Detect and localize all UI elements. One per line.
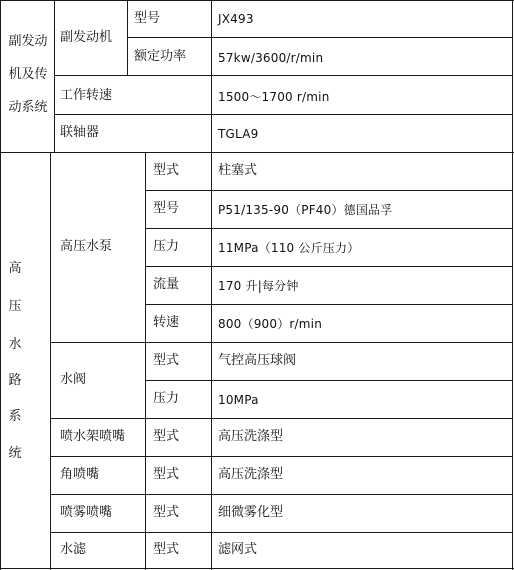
engine-label: 副发动机 — [60, 30, 113, 45]
hp-category-char: 高 — [8, 261, 22, 276]
spec-label: 型式 — [153, 163, 180, 178]
spec-value: 高压洗涤型 — [218, 429, 284, 444]
spec-value: 10MPa — [218, 393, 259, 407]
aux-category-label — [2, 28, 54, 122]
spec-value: 11MPa（110 公斤压力） — [218, 241, 360, 255]
hp-category-char: 系 — [8, 409, 22, 424]
spec-label: 型式 — [153, 353, 180, 368]
spec-label: 额定功率 — [134, 49, 187, 64]
spec-label: 压力 — [153, 239, 180, 254]
hp-category-char: 压 — [8, 299, 22, 314]
spec-label: 联轴器 — [60, 125, 100, 140]
spec-value: 柱塞式 — [218, 163, 258, 178]
spec-value: JX493 — [218, 12, 254, 26]
aux-category-line: 机及传 — [8, 67, 48, 82]
spec-value: 气控高压球阀 — [218, 353, 297, 368]
spec-value: 57kw/3600/r/min — [218, 51, 324, 65]
valve-label: 水阀 — [60, 372, 87, 387]
spec-label: 压力 — [153, 391, 180, 406]
aux-category-line: 动系统 — [8, 100, 48, 115]
mist-nozzle-label: 喷雾喷嘴 — [60, 505, 113, 520]
spec-label: 型号 — [134, 11, 161, 26]
spec-value: TGLA9 — [218, 127, 259, 141]
spec-label: 型式 — [153, 505, 180, 520]
spec-value: 800（900）r/min — [218, 317, 323, 331]
spray-rack-label: 喷水架喷嘴 — [60, 429, 126, 444]
spec-value: P51/135-90（PF40）德国品孚 — [218, 203, 393, 217]
water-filter-label: 水滤 — [60, 542, 87, 557]
corner-nozzle-label: 角喷嘴 — [60, 467, 100, 482]
spec-label: 型式 — [153, 429, 180, 444]
spec-value: 滤网式 — [218, 542, 258, 557]
spec-value: 1500～1700 r/min — [218, 90, 330, 104]
pump-label: 高压水泵 — [60, 239, 113, 254]
aux-category-line: 副发动 — [8, 34, 48, 49]
spec-label: 转速 — [153, 315, 180, 330]
hp-category-char: 水 — [8, 337, 22, 352]
hp-category-char: 路 — [8, 373, 22, 388]
spec-label: 型号 — [153, 201, 180, 216]
spec-label: 流量 — [153, 277, 180, 292]
spec-value: 细微雾化型 — [218, 505, 284, 520]
spec-label: 工作转速 — [60, 88, 113, 103]
hp-category-char: 统 — [8, 446, 22, 461]
spec-label: 型式 — [153, 542, 180, 557]
spec-value: 170 升|每分钟 — [218, 279, 299, 293]
spec-label: 型式 — [153, 467, 180, 482]
spec-value: 高压洗涤型 — [218, 467, 284, 482]
